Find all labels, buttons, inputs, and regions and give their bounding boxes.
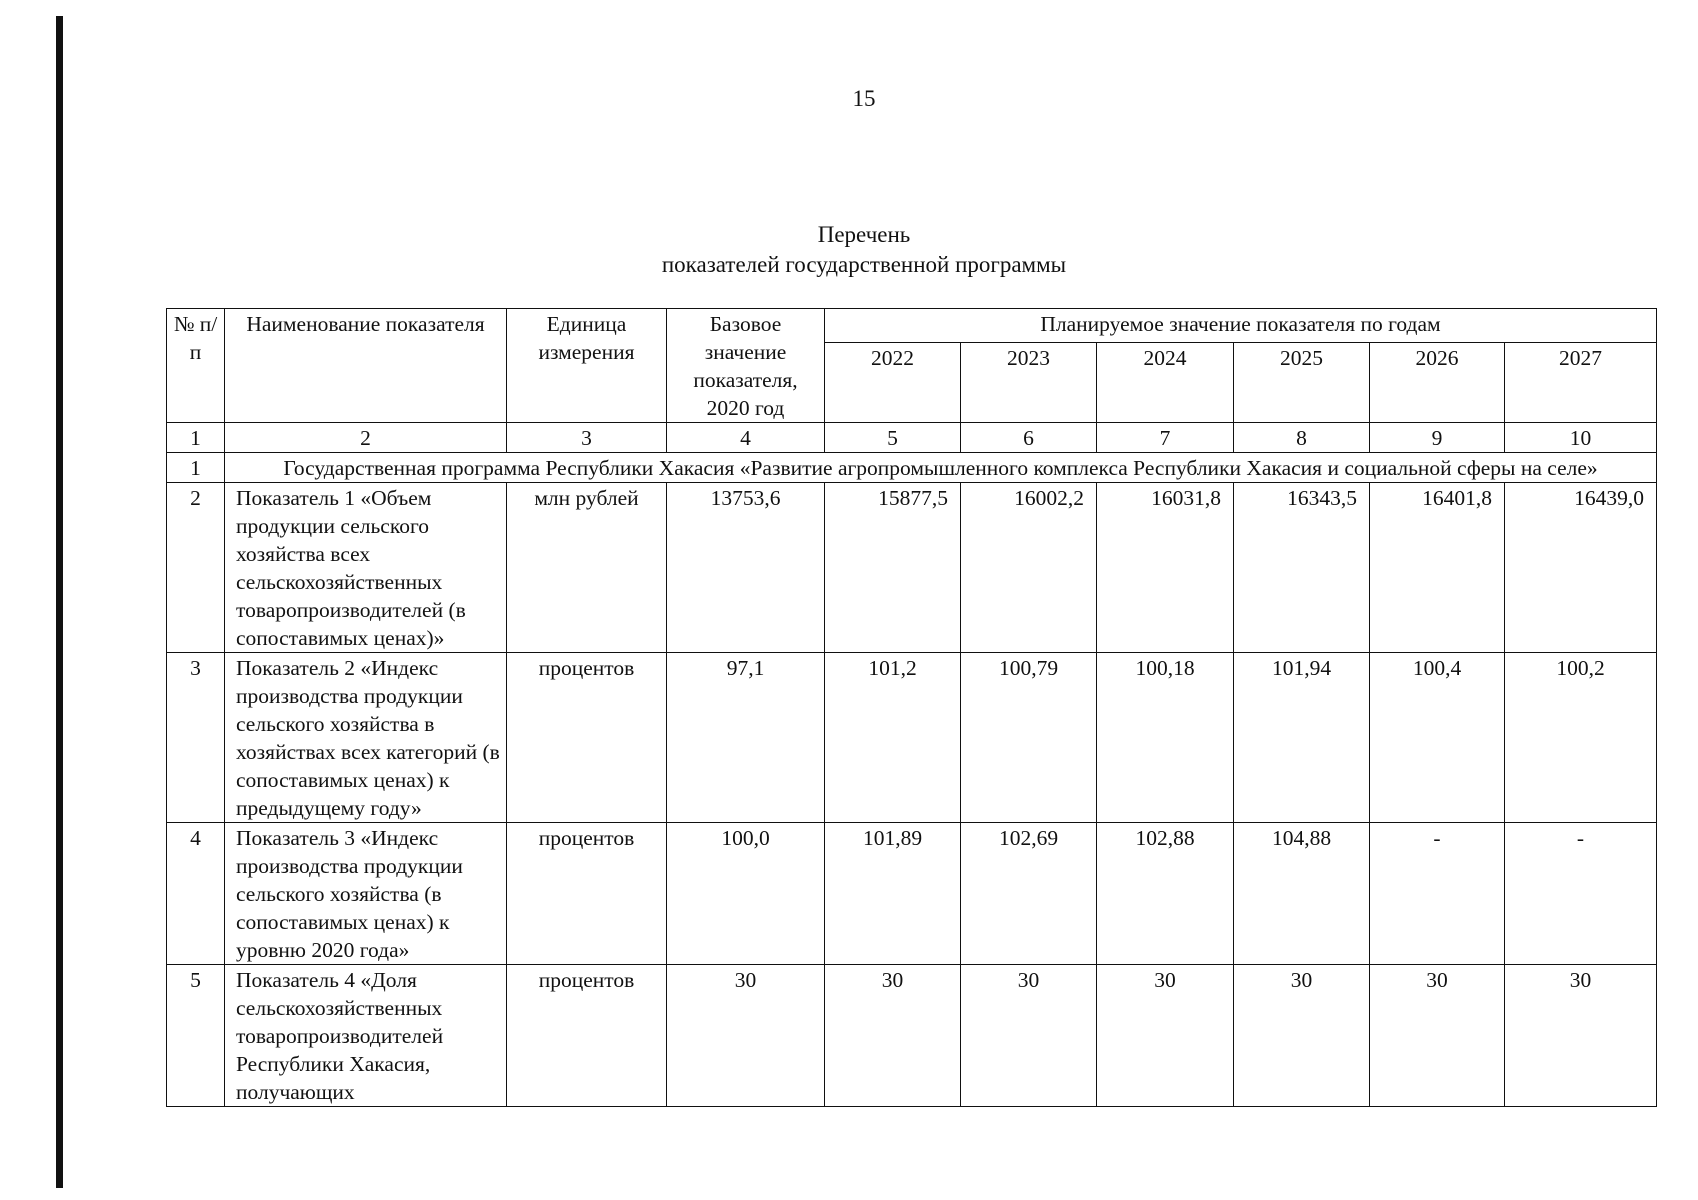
- year-value: 15877,5: [825, 483, 961, 653]
- row-number: 3: [167, 653, 225, 823]
- column-number: 1: [167, 423, 225, 453]
- year-value: 16401,8: [1370, 483, 1505, 653]
- year-value: 100,2: [1505, 653, 1657, 823]
- base-value: 13753,6: [667, 483, 825, 653]
- column-number: 10: [1505, 423, 1657, 453]
- header-num: № п/п: [167, 309, 225, 423]
- table-row: [167, 965, 1657, 1107]
- indicator-name: Показатель 3 «Индекс производства продукции сельского хозяйства (в сопоставимых ценах) к уровню 2020 года»: [225, 823, 507, 965]
- indicator-name: Показатель 4 «Доля сельскохозяйственных товаропроизводителей Республики Хакасия, получающих: [225, 965, 507, 1107]
- header-unit: Единица измерения: [507, 309, 667, 423]
- column-number: 2: [225, 423, 507, 453]
- indicator-unit: процентов: [507, 823, 667, 965]
- document-title: [0, 220, 1698, 280]
- header-year: 2027: [1505, 343, 1657, 423]
- table-row: [167, 823, 1657, 965]
- base-value: 100,0: [667, 823, 825, 965]
- row-number: 1: [167, 453, 225, 483]
- year-value: 30: [961, 965, 1097, 1107]
- section-title: Государственная программа Республики Хакасия «Развитие агропромышленного комплекса Республики Хакасия и социальной сферы на селе»: [225, 453, 1657, 483]
- indicator-unit: млн рублей: [507, 483, 667, 653]
- year-value: 100,4: [1370, 653, 1505, 823]
- year-value: 16439,0: [1505, 483, 1657, 653]
- table-row: [167, 483, 1657, 653]
- year-value: 16343,5: [1234, 483, 1370, 653]
- indicator-unit: процентов: [507, 653, 667, 823]
- column-number: 4: [667, 423, 825, 453]
- indicators-table: [166, 308, 1657, 1107]
- header-year: 2026: [1370, 343, 1505, 423]
- header-year: 2025: [1234, 343, 1370, 423]
- year-value: 104,88: [1234, 823, 1370, 965]
- title-line-2: показателей государственной программы: [661, 252, 1067, 277]
- scan-margin-bar: [56, 16, 63, 1188]
- year-value: 16002,2: [961, 483, 1097, 653]
- year-value: 30: [825, 965, 961, 1107]
- row-number: 4: [167, 823, 225, 965]
- column-number: 6: [961, 423, 1097, 453]
- header-base: Базовое значение показателя, 2020 год: [667, 309, 825, 423]
- title-line-1: Перечень: [817, 222, 911, 247]
- indicator-name: Показатель 2 «Индекс производства продукции сельского хозяйства в хозяйствах всех категорий (в сопоставимых ценах) к предыдущему году»: [225, 653, 507, 823]
- header-year: 2022: [825, 343, 961, 423]
- header-year: 2023: [961, 343, 1097, 423]
- year-value: 30: [1370, 965, 1505, 1107]
- indicator-unit: процентов: [507, 965, 667, 1107]
- year-value: 100,79: [961, 653, 1097, 823]
- year-value: 102,69: [961, 823, 1097, 965]
- header-planned: Планируемое значение показателя по годам: [825, 309, 1657, 343]
- header-year: 2024: [1097, 343, 1234, 423]
- column-number: 3: [507, 423, 667, 453]
- column-number: 7: [1097, 423, 1234, 453]
- year-value: 30: [1505, 965, 1657, 1107]
- column-number: 9: [1370, 423, 1505, 453]
- year-value: 101,94: [1234, 653, 1370, 823]
- header-name: Наименование показателя: [225, 309, 507, 423]
- year-value: 101,89: [825, 823, 961, 965]
- year-value: -: [1505, 823, 1657, 965]
- section-row: [167, 453, 1657, 483]
- year-value: 16031,8: [1097, 483, 1234, 653]
- base-value: 97,1: [667, 653, 825, 823]
- year-value: 102,88: [1097, 823, 1234, 965]
- year-value: -: [1370, 823, 1505, 965]
- header-row: [167, 309, 1657, 343]
- row-number: 5: [167, 965, 225, 1107]
- indicator-name: Показатель 1 «Объем продукции сельского хозяйства всех сельскохозяйственных товаропроизводителей (в сопоставимых ценах)»: [225, 483, 507, 653]
- page-number: 15: [852, 86, 876, 111]
- row-number: 2: [167, 483, 225, 653]
- year-value: 101,2: [825, 653, 961, 823]
- year-value: 30: [1234, 965, 1370, 1107]
- year-value: 30: [1097, 965, 1234, 1107]
- table-row: [167, 653, 1657, 823]
- column-number: 8: [1234, 423, 1370, 453]
- column-numbers-row: [167, 423, 1657, 453]
- column-number: 5: [825, 423, 961, 453]
- year-value: 100,18: [1097, 653, 1234, 823]
- base-value: 30: [667, 965, 825, 1107]
